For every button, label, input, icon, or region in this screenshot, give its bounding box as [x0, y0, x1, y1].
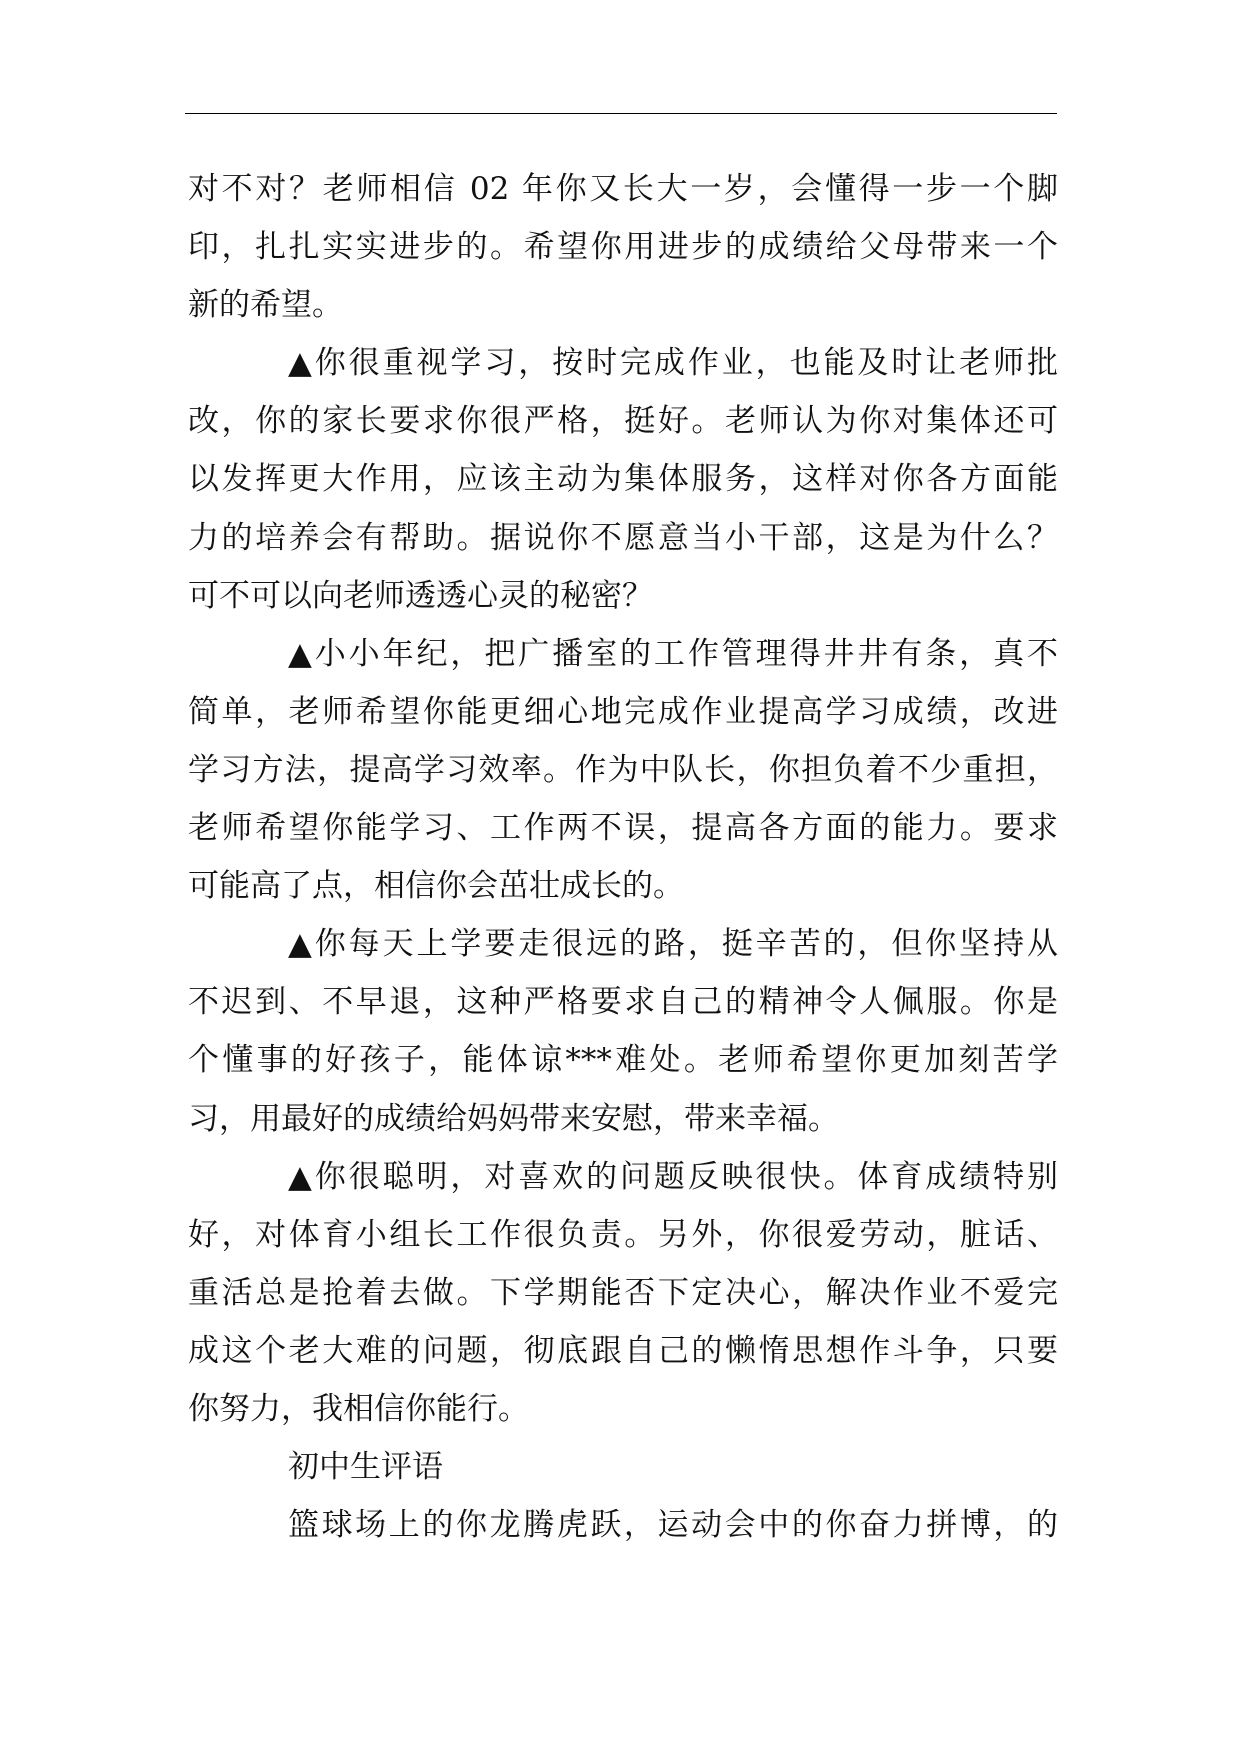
paragraph [188, 915, 1058, 1147]
paragraph [188, 160, 1058, 334]
text-line: 简单，老师希望你能更细心地完成作业提高学习成绩，改进 [188, 693, 1058, 730]
text-line: 可不可以向老师透透心灵的秘密？ [188, 577, 653, 614]
text-line: 成这个老大难的问题，彻底跟自己的懒惰思想作斗争，只要 [188, 1332, 1058, 1369]
paragraph [188, 1496, 1058, 1554]
header-rule [185, 113, 1057, 114]
text-line: 重活总是抢着去做。下学期能否下定决心，解决作业不爱完 [188, 1274, 1058, 1311]
text-line: 习，用最好的成绩给妈妈带来安慰，带来幸福。 [188, 1100, 839, 1137]
text-line: 以发挥更大作用，应该主动为集体服务，这样对你各方面能 [188, 461, 1058, 498]
text-line: 个懂事的好孩子，能体谅***难处。老师希望你更加刻苦学 [188, 1042, 1058, 1079]
text-line: 印，扎扎实实进步的。希望你用进步的成绩给父母带来一个 [188, 229, 1058, 266]
text-line: 力的培养会有帮助。据说你不愿意当小干部，这是为什么？ [188, 519, 1058, 556]
text-line: 改，你的家长要求你很严格，挺好。老师认为你对集体还可 [188, 403, 1058, 440]
text-line: ▲小小年纪，把广播室的工作管理得井井有条，真不 [288, 635, 1058, 672]
text-line: ▲你每天上学要走很远的路，挺辛苦的，但你坚持从 [288, 926, 1058, 963]
text-line: 老师希望你能学习、工作两不误，提高各方面的能力。要求 [188, 810, 1058, 847]
text-line: 不迟到、不早退，这种严格要求自己的精神令人佩服。你是 [188, 984, 1058, 1021]
section-heading [188, 1438, 1058, 1496]
paragraph [188, 625, 1058, 915]
text-line: 新的希望。 [188, 287, 343, 324]
text-line: ▲你很重视学习，按时完成作业，也能及时让老师批 [288, 345, 1058, 382]
text-line: 可能高了点，相信你会茁壮成长的。 [188, 868, 684, 905]
text-line: ▲你很聪明，对喜欢的问题反映很快。体育成绩特别 [288, 1158, 1058, 1195]
paragraph [188, 334, 1058, 624]
text-line: 学习方法，提高学习效率。作为中队长，你担负着不少重担， [188, 751, 1058, 788]
text-line: 对不对？老师相信 02 年你又长大一岁，会懂得一步一个脚 [188, 171, 1058, 207]
paragraph [188, 1148, 1058, 1438]
text-line: 你努力，我相信你能行。 [188, 1390, 529, 1427]
text-line: 篮球场上的你龙腾虎跃，运动会中的你奋力拼博，的 [288, 1507, 1058, 1544]
section-title: 初中生评语 [288, 1449, 443, 1486]
text-line: 好，对体育小组长工作很负责。另外，你很爱劳动，脏话、 [188, 1216, 1058, 1253]
document-body [188, 160, 1058, 1554]
